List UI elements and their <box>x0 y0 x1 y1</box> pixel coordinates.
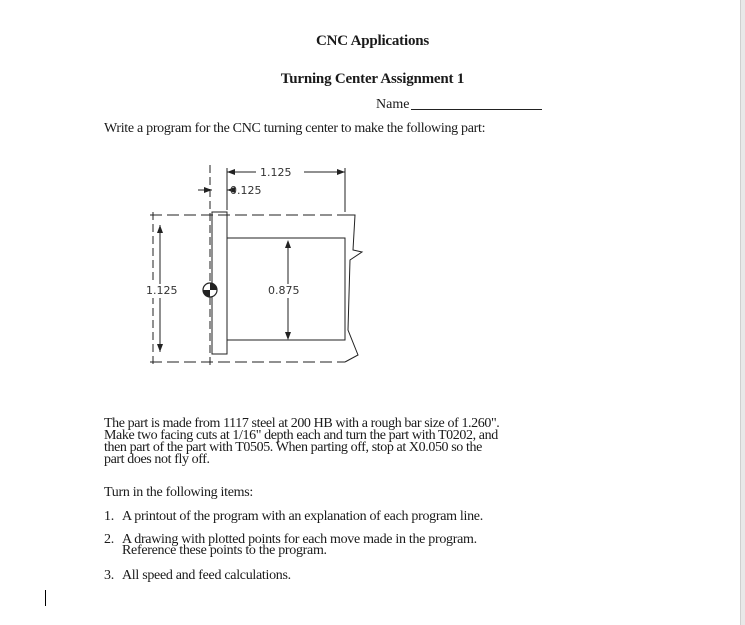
text-cursor <box>45 590 46 606</box>
intro-text: Write a program for the CNC turning center to make the following part: <box>104 121 486 136</box>
turn-in-item <box>104 534 477 556</box>
arrowhead <box>285 332 291 340</box>
page-edge <box>740 0 745 625</box>
turn-in-item <box>104 511 483 522</box>
turn-in-heading: Turn in the following items: <box>104 485 253 500</box>
description-line: Make two facing cuts at 1/16" depth each and turn the part with T0202, and <box>104 428 498 443</box>
item-number: 3. <box>104 568 114 583</box>
part-description <box>104 418 544 466</box>
turn-in-item <box>104 570 291 581</box>
document-title: CNC Applications <box>315 33 430 49</box>
origin-symbol <box>203 283 217 297</box>
name-field <box>376 97 542 113</box>
arrowhead <box>337 169 345 175</box>
arrowhead <box>157 344 163 352</box>
item-text: A printout of the program with an explanation of each program line. <box>122 509 483 524</box>
name-blank-line <box>411 97 542 110</box>
arrowhead <box>157 225 163 233</box>
description-line: The part is made from 1117 steel at 200 HB with a rough bar size of 1.260". <box>104 416 500 431</box>
dim-overall-label: 1.125 <box>260 166 292 179</box>
description-line: part does not fly off. <box>104 452 210 467</box>
part-drawing <box>140 160 380 375</box>
item-continuation: Reference these points to the program. <box>122 543 327 558</box>
item-number: 1. <box>104 509 114 524</box>
arrowhead <box>204 187 212 193</box>
arrowhead <box>227 169 235 175</box>
dim-turned-diameter-label: 0.875 <box>268 284 300 297</box>
arrowhead <box>285 240 291 248</box>
dim-shoulder-label: 0.125 <box>230 184 262 197</box>
dim-bar-diameter-label: 1.125 <box>146 284 178 297</box>
item-text: All speed and feed calculations. <box>122 568 291 583</box>
item-number: 2. <box>104 532 114 547</box>
item-text: A drawing with plotted points for each move made in the program. <box>122 532 477 547</box>
assignment-title: Turning Center Assignment 1 <box>280 71 465 87</box>
shoulder-outline <box>212 212 227 354</box>
name-label: Name <box>376 97 410 112</box>
description-line: then part of the part with T0505. When parting off, stop at X0.050 so the <box>104 440 482 455</box>
break-line <box>345 215 362 362</box>
